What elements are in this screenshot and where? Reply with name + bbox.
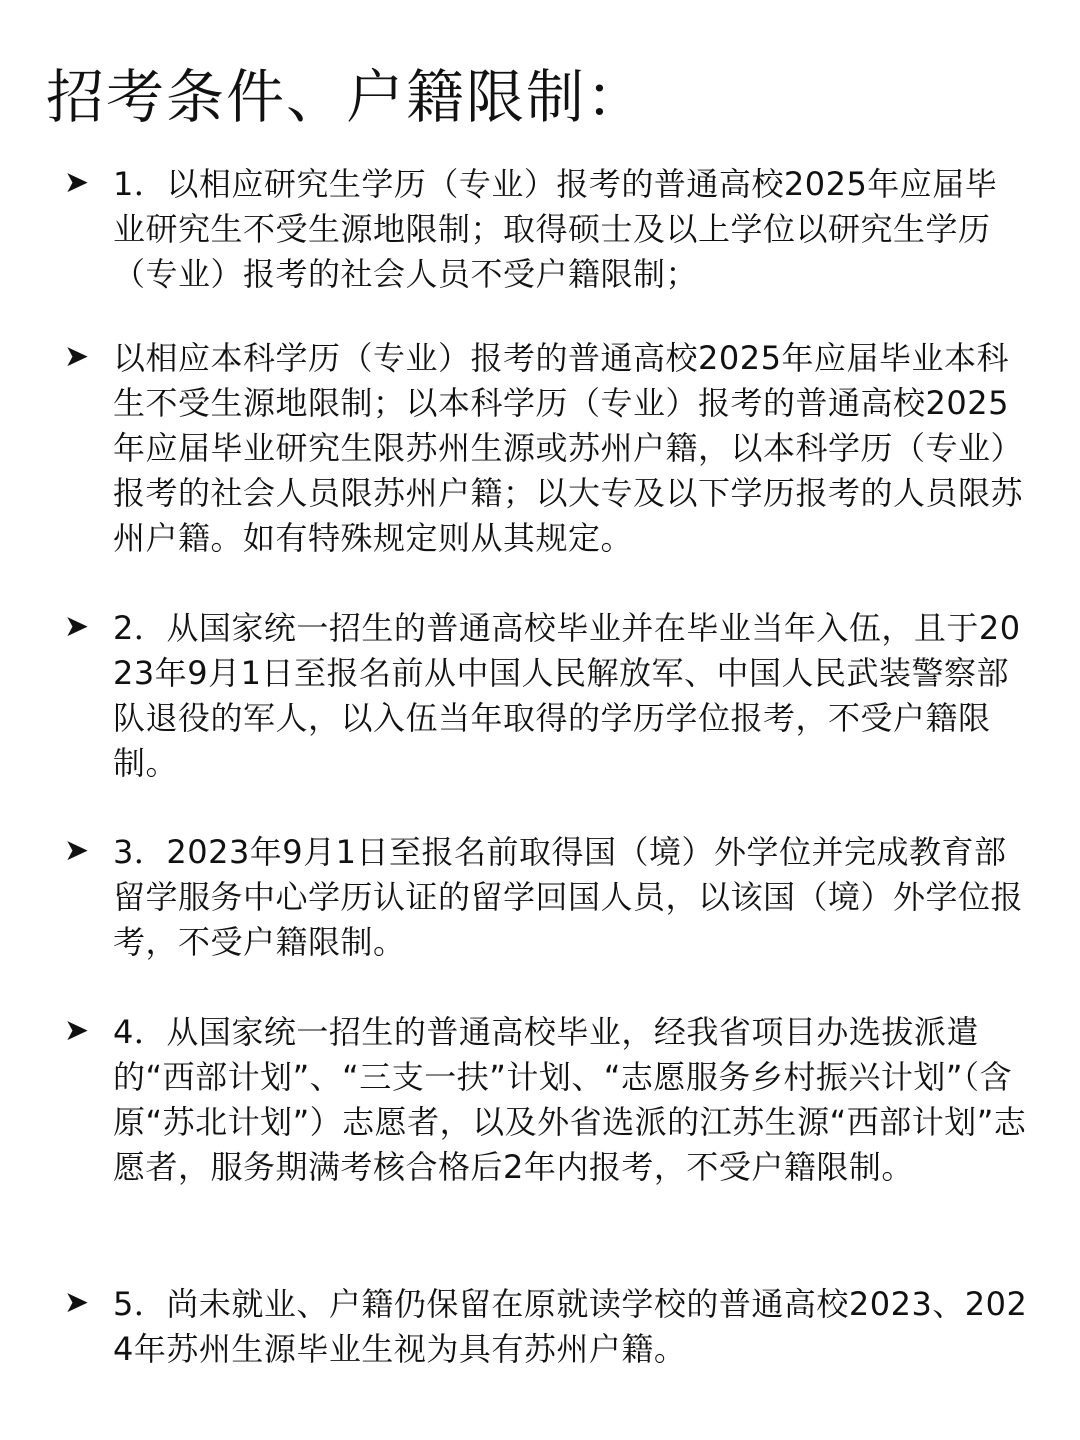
arrow-bullet-icon: ➤: [64, 339, 90, 374]
arrow-bullet-icon: ➤: [64, 609, 90, 644]
list-item-text: 以相应本科学历（专业）报考的普通高校2025年应届毕业本科生不受生源地限制；以本科学历（专业）报考的普通高校2025年应届毕业研究生限苏州生源或苏州户籍，以本科学历（专业）报考的社会人员限苏州户籍；以大专及以下学历报考的人员限苏州户籍。如有特殊规定则从其规定。: [113, 339, 1024, 557]
list-item-text: 1．以相应研究生学历（专业）报考的普通高校2025年应届毕业研究生不受生源地限制；取得硕士及以上学位以研究生学历（专业）报考的社会人员不受户籍限制；: [113, 165, 998, 293]
list-item-text: 4．从国家统一招生的普通高校毕业，经我省项目办选拔派遣的“西部计划”、“三支一扶”计划、“志愿服务乡村振兴计划”（含原“苏北计划”）志愿者，以及外省选派的江苏生源“西部计划”志愿者，服务期满考核合格后2年内报考，不受户籍限制。: [113, 1013, 1027, 1186]
page-title: 招考条件、户籍限制：: [46, 63, 647, 131]
list-item-text: 3．2023年9月1日至报名前取得国（境）外学位并完成教育部留学服务中心学历认证的留学回国人员，以该国（境）外学位报考，不受户籍限制。: [113, 833, 1024, 961]
arrow-bullet-icon: ➤: [64, 1013, 90, 1048]
list-item-text: 5．尚未就业、户籍仍保留在原就读学校的普通高校2023、2024年苏州生源毕业生视为具有苏州户籍。: [113, 1285, 1028, 1368]
arrow-bullet-icon: ➤: [64, 165, 90, 200]
arrow-bullet-icon: ➤: [64, 833, 90, 868]
list-item-text: 2．从国家统一招生的普通高校毕业并在毕业当年入伍，且于2023年9月1日至报名前从中国人民解放军、中国人民武装警察部队退役的军人，以入伍当年取得的学历学位报考，不受户籍限制。: [113, 609, 1021, 782]
arrow-bullet-icon: ➤: [64, 1285, 90, 1320]
